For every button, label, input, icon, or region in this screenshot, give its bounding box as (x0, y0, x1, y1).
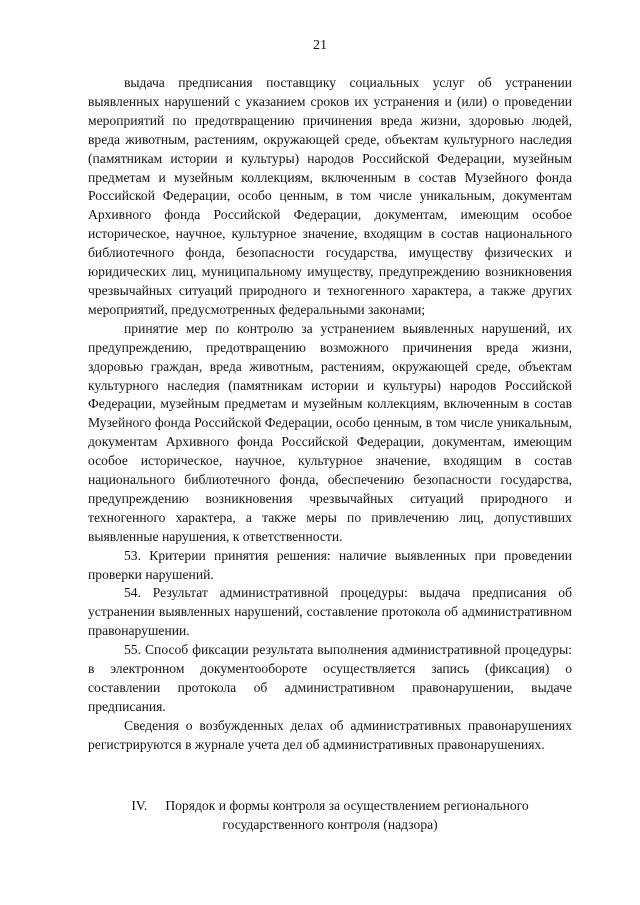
paragraph-records: Сведения о возбужденных делах об административных правонарушениях регистрируются в журнале учета дел об административных правонарушениях. (88, 717, 572, 752)
section-heading (88, 796, 572, 834)
section-number: IV. (131, 798, 148, 813)
paragraph-item-54: 54. Результат административной процедуры: выдача предписания об устранении выявленных нарушений, составление протокола об административном правонарушении. (88, 585, 572, 639)
document-body (88, 74, 572, 755)
paragraph-prescription: выдача предписания поставщику социальных услуг об устранении выявленных нарушений с указанием сроков их устранения и (или) о проведении мероприятий по предотвращению причинения вреда жизни, здоровью людей, вреда животным, растениям, окружающей среде, объектам культурного наследия (памятникам истории и культуры) народов Российской Федерации, музейным предметам и музейным коллекциям, включенным в состав Музейного фонда Российской Федерации, особо ценным, в том числе уникальным, документам Архивного фонда Российской Федерации, документам, имеющим особое историческое, научное, культурное значение, входящим в состав национального библиотечного фонда, безопасности государства, имуществу физических и юридических лиц, муниципальному имуществу, предупреждению возникновения чрезвычайных ситуаций природного и техногенного характера, а также других мероприятий, предусмотренных федеральными законами; (88, 75, 572, 317)
paragraph-control-measures: принятие мер по контролю за устранением выявленных нарушений, их предупреждению, предотвращению возможного причинения вреда жизни, здоровью граждан, вреда животным, растениям, окружающей среде, объектам культурного наследия (памятникам истории и культуры) народов Российской Федерации, музейным предметам и музейным коллекциям, включенным в состав Музейного фонда Российской Федерации, особо ценным, в том числе уникальным, документам Архивного фонда Российской Федерации, документам, имеющим особое историческое, научное, культурное значение, входящим в состав национального библиотечного фонда, обеспечению безопасности государства, предупреждению возникновения чрезвычайных ситуаций природного и техногенного характера, а также меры по привлечению лиц, допустивших выявленные нарушения, к ответственности. (88, 320, 572, 544)
section-title: Порядок и формы контроля за осуществлением регионального государственного контроля (надзора) (165, 798, 529, 832)
page-number: 21 (313, 38, 327, 53)
paragraph-item-55: 55. Способ фиксации результата выполнения административной процедуры: в электронном документообороте осуществляется запись (фиксация) о составлении протокола об административном правонарушении, выдаче предписания. (88, 642, 572, 714)
paragraph-item-53: 53. Критерии принятия решения: наличие выявленных при проведении проверки нарушений. (88, 547, 572, 582)
